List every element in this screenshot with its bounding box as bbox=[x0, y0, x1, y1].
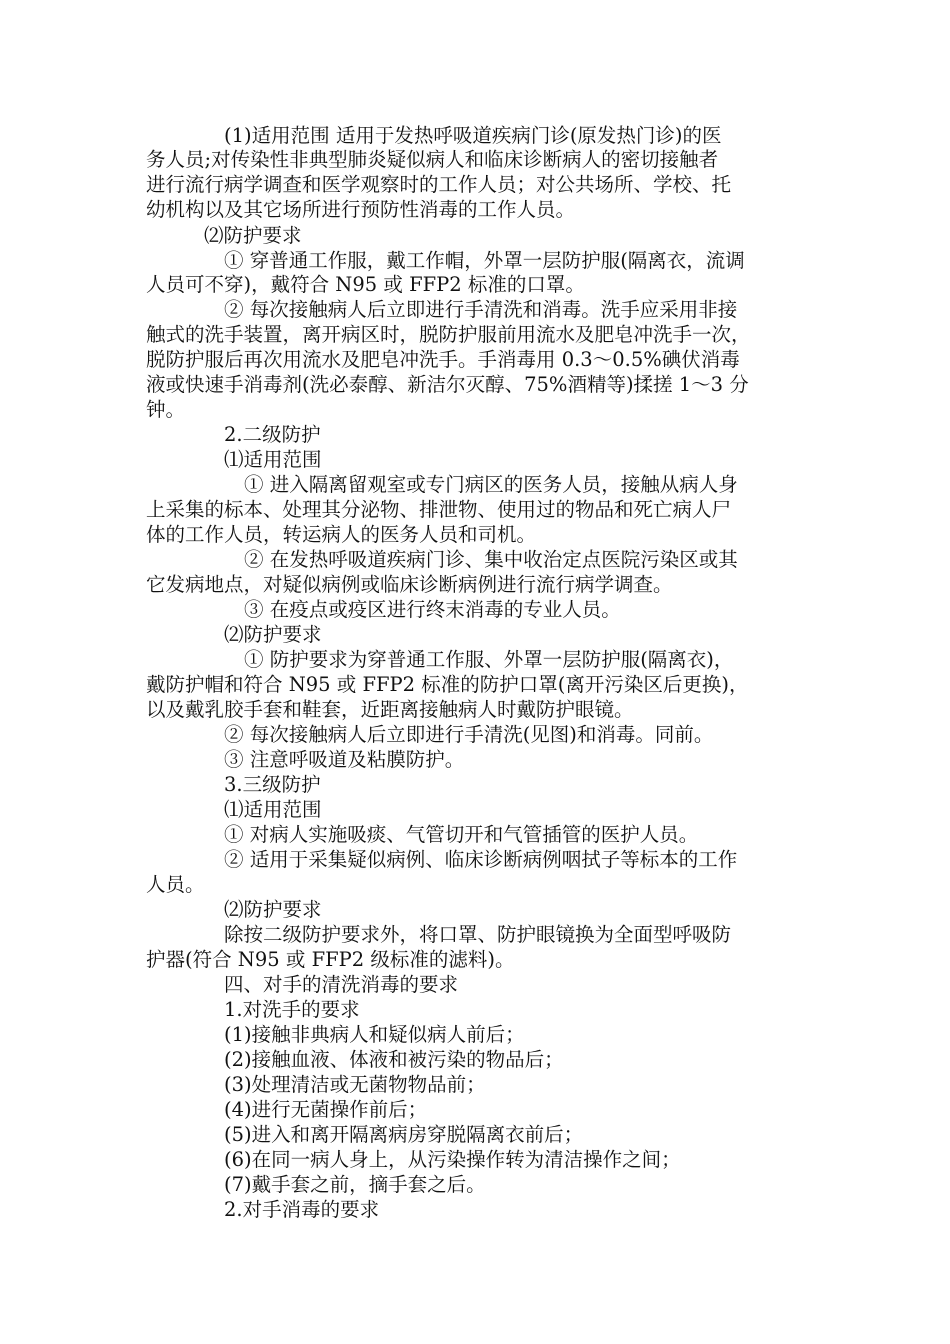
text-line: 进行流行病学调查和医学观察时的工作人员；对公共场所、学校、托 bbox=[146, 173, 732, 196]
text-line: 护器(符合 N95 或 FFP2 级标准的滤料)。 bbox=[146, 948, 515, 971]
text-line: (1)适用范围 适用于发热呼吸道疾病门诊(原发热门诊)的医 bbox=[224, 124, 722, 147]
list-item: (6)在同一病人身上，从污染操作转为清洁操作之间； bbox=[224, 1148, 681, 1171]
text-line: ② 每次接触病人后立即进行手清洗和消毒。洗手应采用非接 bbox=[224, 298, 738, 321]
text-line: 以及戴乳胶手套和鞋套，近距离接触病人时戴防护眼镜。 bbox=[146, 698, 634, 721]
text-line: ① 对病人实施吸痰、气管切开和气管插管的医护人员。 bbox=[224, 823, 699, 846]
text-line: 人员。 bbox=[146, 873, 205, 896]
subheading: ⑴适用范围 bbox=[224, 448, 322, 471]
text-line: ① 进入隔离留观室或专门病区的医务人员，接触从病人身 bbox=[244, 473, 738, 496]
text-line: 钟。 bbox=[146, 398, 186, 421]
text-line: 戴防护帽和符合 N95 或 FFP2 标准的防护口罩(离开污染区后更换)， bbox=[146, 673, 749, 696]
list-item: (5)进入和离开隔离病房穿脱隔离衣前后； bbox=[224, 1123, 584, 1146]
text-line: ① 防护要求为穿普通工作服、外罩一层防护服(隔离衣)， bbox=[244, 648, 734, 671]
section-heading: 3.三级防护 bbox=[224, 773, 321, 796]
text-line: 液或快速手消毒剂(洗必泰醇、新洁尔灭醇、75%酒精等)揉搓 1～3 分 bbox=[146, 373, 749, 396]
text-line: ③ 在疫点或疫区进行终末消毒的专业人员。 bbox=[244, 598, 621, 621]
subheading: ⑵防护要求 bbox=[224, 898, 322, 921]
text-line: ① 穿普通工作服，戴工作帽，外罩一层防护服(隔离衣，流调 bbox=[224, 249, 745, 272]
text-line: 幼机构以及其它场所进行预防性消毒的工作人员。 bbox=[146, 198, 576, 221]
text-line: 脱防护服后再次用流水及肥皂冲洗手。手消毒用 0.3～0.5%碘伏消毒 bbox=[146, 348, 740, 371]
text-line: 体的工作人员，转运病人的医务人员和司机。 bbox=[146, 523, 537, 546]
section-heading: 四、对手的清洗消毒的要求 bbox=[224, 973, 459, 996]
list-item: (3)处理清洁或无菌物物品前； bbox=[224, 1073, 486, 1096]
text-line: ② 适用于采集疑似病例、临床诊断病例咽拭子等标本的工作 bbox=[224, 848, 738, 871]
subheading: 2.对手消毒的要求 bbox=[224, 1198, 380, 1221]
text-line: 人员可不穿)，戴符合 N95 或 FFP2 标准的口罩。 bbox=[146, 273, 585, 296]
text-line: 触式的洗手装置，离开病区时，脱防护服前用流水及肥皂冲洗手一次， bbox=[146, 323, 751, 346]
list-item: (4)进行无菌操作前后； bbox=[224, 1098, 428, 1121]
text-line: ② 在发热呼吸道疾病门诊、集中收治定点医院污染区或其 bbox=[244, 548, 738, 571]
subheading: ⑵防护要求 bbox=[224, 623, 322, 646]
text-line: ② 每次接触病人后立即进行手清洗(见图)和消毒。同前。 bbox=[224, 723, 714, 746]
list-item: (7)戴手套之前，摘手套之后。 bbox=[224, 1173, 486, 1196]
text-line: ⑵防护要求 bbox=[204, 224, 302, 247]
text-line: 它发病地点，对疑似病例或临床诊断病例进行流行病学调查。 bbox=[146, 573, 673, 596]
text-line: 务人员;对传染性非典型肺炎疑似病人和临床诊断病人的密切接触者 bbox=[146, 148, 719, 171]
subheading: 1.对洗手的要求 bbox=[224, 998, 360, 1021]
text-line: 除按二级防护要求外，将口罩、防护眼镜换为全面型呼吸防 bbox=[224, 923, 732, 946]
list-item: (2)接触血液、体液和被污染的物品后； bbox=[224, 1048, 564, 1071]
section-heading: 2.二级防护 bbox=[224, 423, 321, 446]
text-line: ③ 注意呼吸道及粘膜防护。 bbox=[224, 748, 465, 771]
list-item: (1)接触非典病人和疑似病人前后； bbox=[224, 1023, 525, 1046]
subheading: ⑴适用范围 bbox=[224, 798, 322, 821]
text-line: 上采集的标本、处理其分泌物、排泄物、使用过的物品和死亡病人尸 bbox=[146, 498, 732, 521]
